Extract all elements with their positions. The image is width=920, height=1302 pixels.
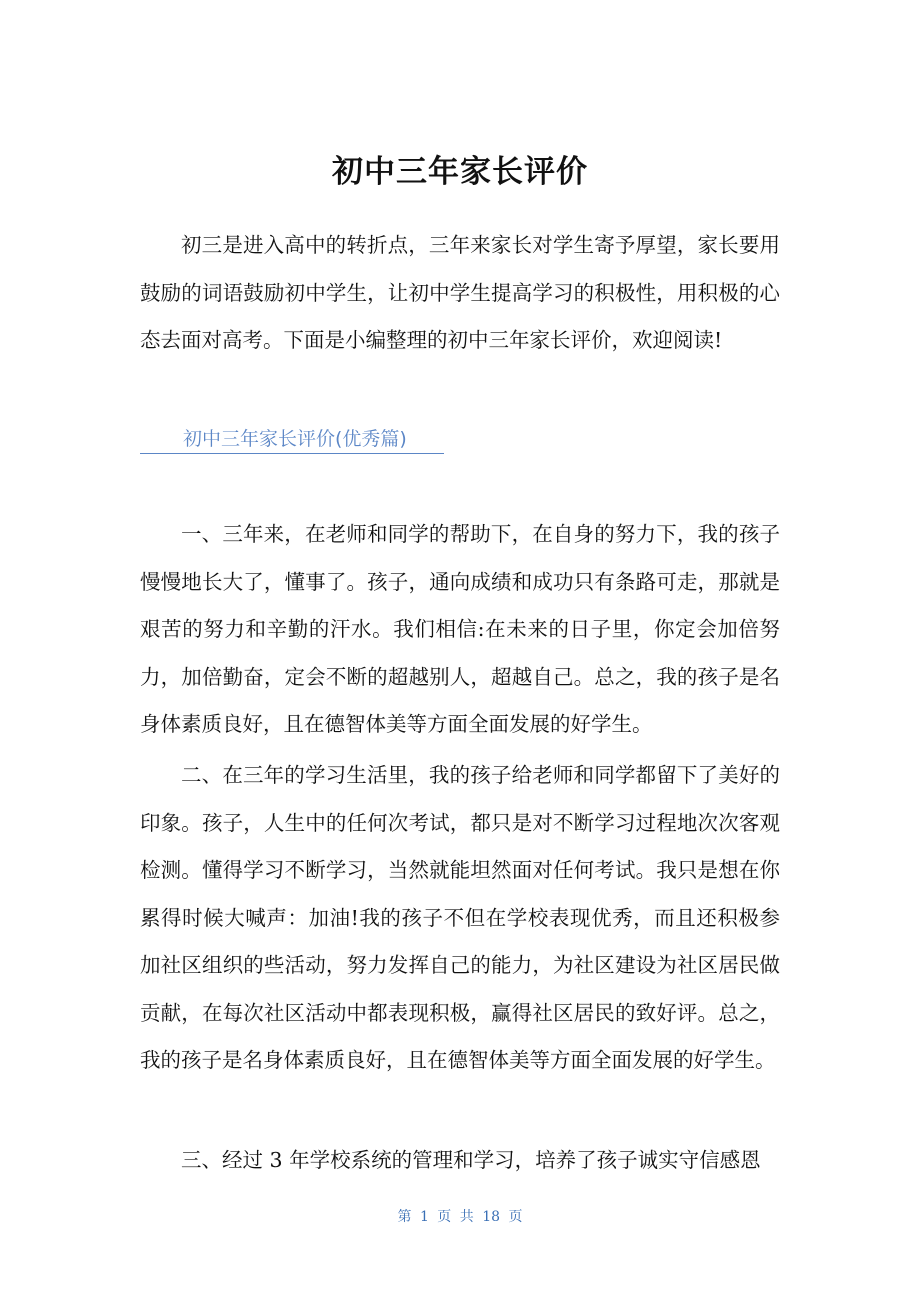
document-title: 初中三年家长评价 [332,154,588,190]
page-number-footer: 第 1 页 共 18 页 [397,1209,523,1225]
body-paragraph-1: 一、三年来，在老师和同学的帮助下，在自身的努力下，我的孩子慢慢地长大了，懂事了。孩子，通向成绩和成功只有条路可走，那就是艰苦的努力和辛勤的汗水。我们相信:在未来的日子里，你定会加倍努力，加倍勤奋，定会不断的超越别人，超越自己。总之，我的孩子是名身体素质良好，且在德智体美等方面全面发展的好学生。 [140,522,780,736]
body-paragraph-2: 二、在三年的学习生活里，我的孩子给老师和同学都留下了美好的印象。孩子，人生中的任何次考试，都只是对不断学习过程地次次客观检测。懂得学习不断学习，当然就能坦然面对任何考试。我只是想在你累得时候大喊声：加油!我的孩子不但在学校表现优秀，而且还积极参加社区组织的些活动，努力发挥自己的能力，为社区建设为社区居民做贡献，在每次社区活动中都表现积极，赢得社区居民的致好评。总之，我的孩子是名身体素质良好，且在德智体美等方面全面发展的好学生。 [140,763,780,1072]
section-heading-link[interactable]: 初中三年家长评价(优秀篇) [140,425,444,454]
intro-paragraph: 初三是进入高中的转折点，三年来家长对学生寄予厚望，家长要用鼓励的词语鼓励初中学生，让初中学生提高学习的积极性，用积极的心态去面对高考。下面是小编整理的初中三年家长评价，欢迎阅读! [140,233,780,352]
body-paragraph-3: 三、经过 3 年学校系统的管理和学习，培养了孩子诚实守信感恩 [181,1148,761,1172]
